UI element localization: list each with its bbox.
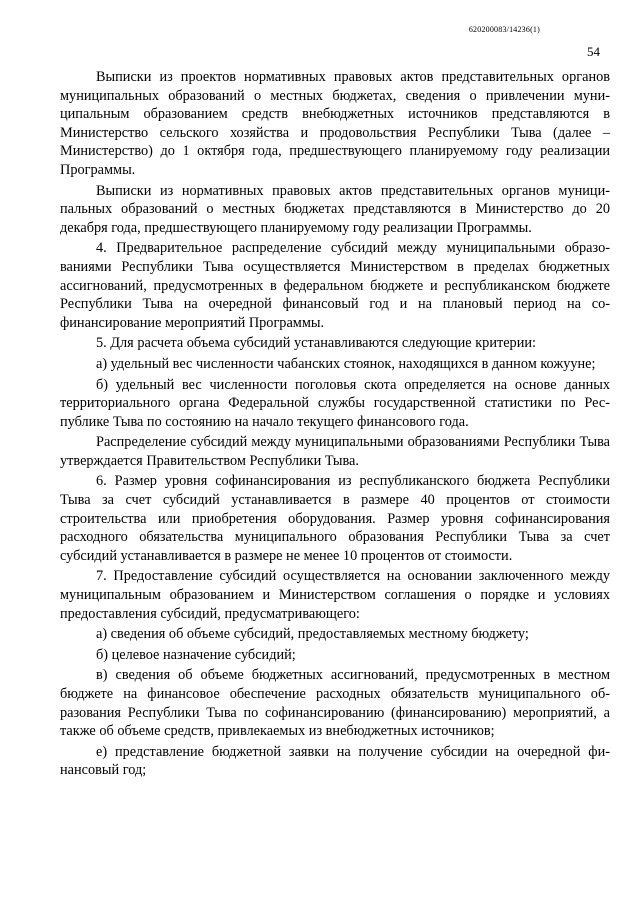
paragraph: а) сведения об объеме субсидий, предоставляемых местному бюджету;	[96, 626, 529, 643]
paragraph: а) удельный вес численности чабанских стоянок, находящихся в данном кожууне;	[96, 355, 596, 372]
paragraph: б) целевое назначение субсидий;	[96, 646, 296, 663]
paragraph: Распределение субсидий между муниципальными образованиями Республики Тыва утверждается Правительством Республики Тыва.	[60, 434, 610, 469]
paragraph: е) представление бюджетной заявки на получение субсидии на очередной финансовый год;	[60, 743, 610, 779]
paragraph: Выписки из проектов нормативных правовых актов представительных органов муниципальных образований о местных бюджетах, сведения о привлечении муниципальным образованием средств внебюджетных источников представляются в Министерство сельского хозяйства и продовольствия Республики Тыва (далее – Министерство) до 1 октября года, предшествующего планируемому году реализации Программы.	[60, 69, 610, 178]
paragraph: 4. Предварительное распределение субсидий между муниципальными образованиями Республики Тыва осуществляется Министерством в пределах бюджетных ассигнований, предусмотренных в федеральном бюджете и республиканском бюджете Республики Тыва на очередной финансовый год и на плановый период на софинансирование мероприятий Программы.	[60, 240, 610, 331]
paragraph: 7. Предоставление субсидий осуществляется на основании заключенного между муниципальным образованием и Министерством соглашения о порядке и условиях предоставления субсидий, предусматривающего:	[60, 568, 610, 622]
paragraph: 6. Размер уровня софинансирования из республиканского бюджета Республики Тыва за счет субсидий устанавливается в размере 40 процентов от стоимости строительства или приобретения оборудования. Размер уровня софинансирования расходного обязательства муниципального образования Республики Тыва за счет субсидий устанавливается в размере не менее 10 процентов от стоимости.	[60, 473, 610, 564]
document-body	[60, 68, 610, 782]
paragraph: в) сведения об объеме бюджетных ассигнований, предусмотренных в местном бюджете на финансовое обеспечение расходных обязательств муниципального образования Республики Тыва по софинансированию (финансированию) мероприятий, а также об объеме средств, привлекаемых из внебюджетных источников;	[60, 667, 610, 740]
document-code: 620200083/14236(1)	[468, 25, 540, 34]
page-number: 54	[587, 44, 600, 59]
paragraph: 5. Для расчета объема субсидий устанавливаются следующие критерии:	[96, 335, 536, 352]
paragraph: б) удельный вес численности поголовья скота определяется на основе данных территориального органа Федеральной службы государственной статистики по Республике Тыва по состоянию на начало текущего финансового года.	[60, 376, 610, 430]
paragraph: Выписки из нормативных правовых актов представительных органов муниципальных образований о местных бюджетах представляются в Министерство до 20 декабря года, предшествующего планируемому году реализации Программы.	[60, 182, 610, 236]
